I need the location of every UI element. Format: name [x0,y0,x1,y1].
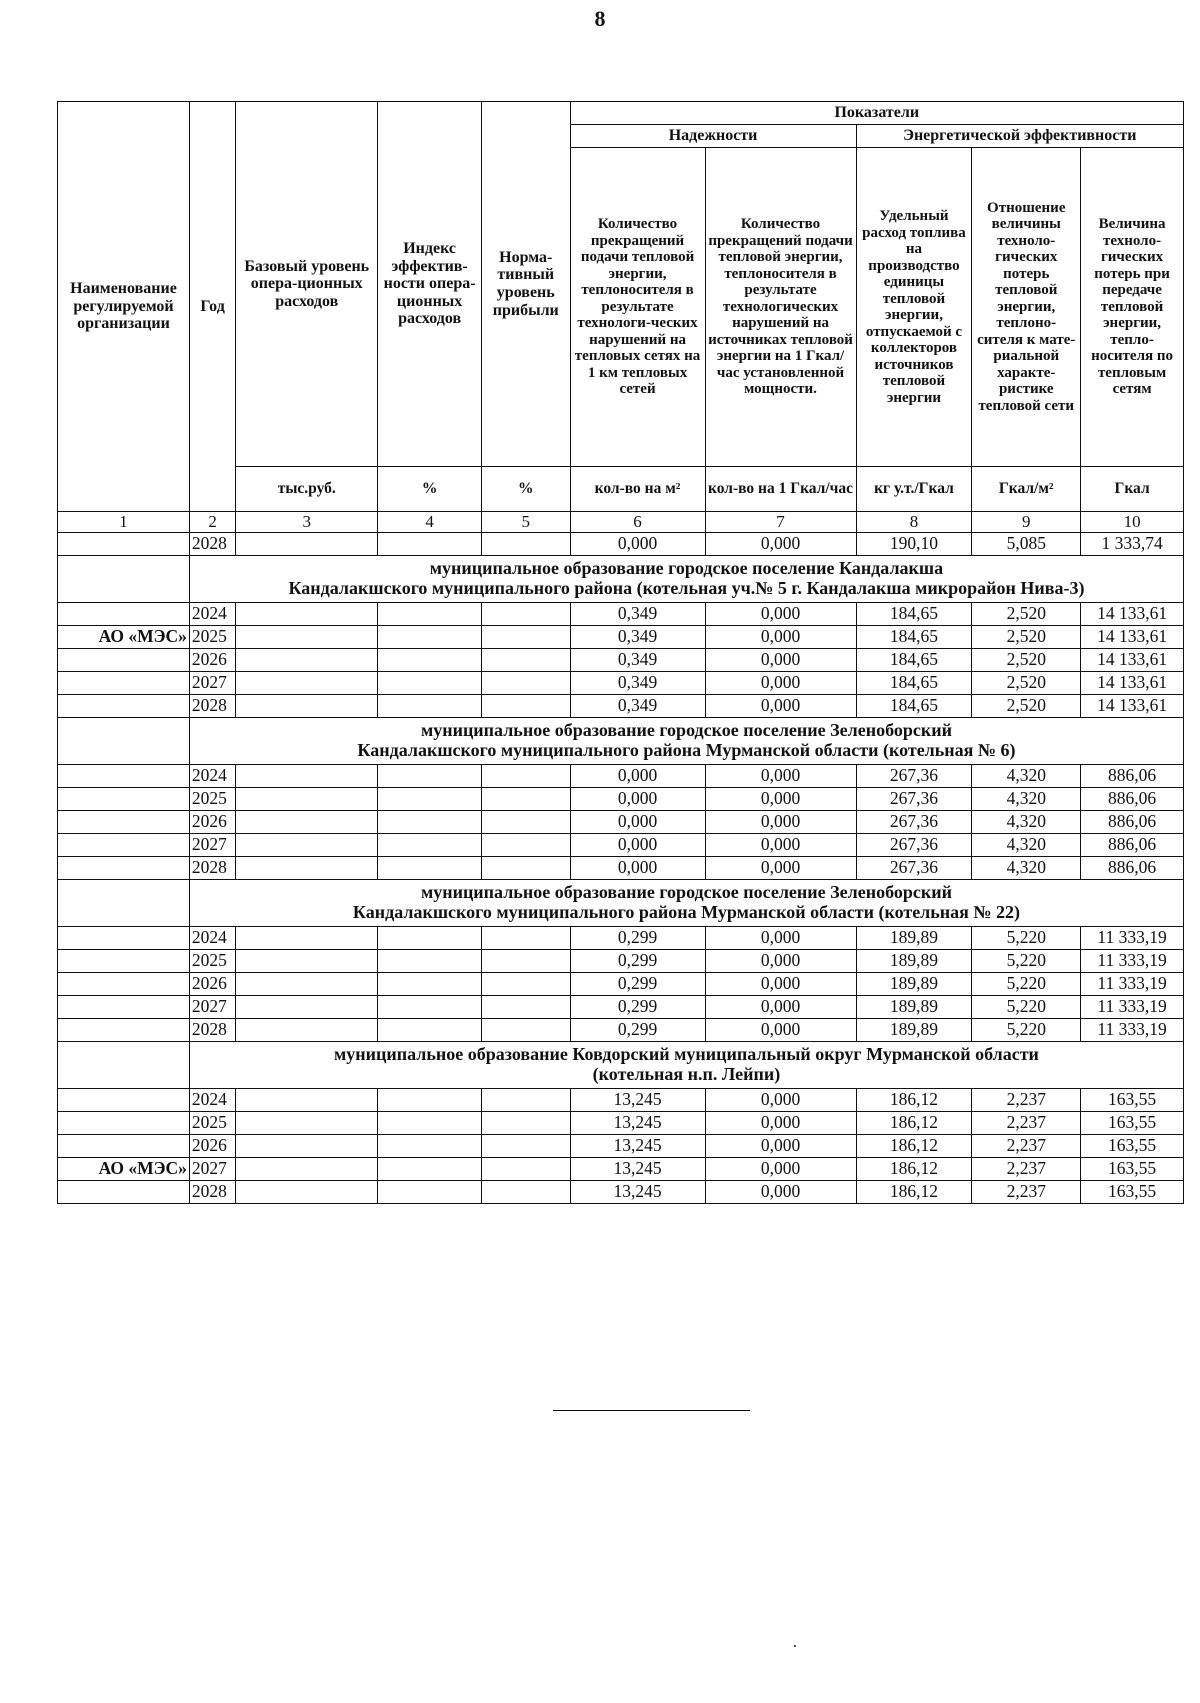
value-cell: 4,320 [972,834,1081,857]
base-level-cell [236,1158,378,1181]
efficiency-index-cell [378,1135,482,1158]
org-cell [58,788,190,811]
header-energy-efficiency: Энергетической эффективности [856,125,1183,148]
efficiency-index-cell [378,695,482,718]
unit-cell: % [378,467,482,512]
value-cell: 0,000 [705,1181,856,1204]
year-cell: 2026 [189,811,235,834]
base-level-cell [236,603,378,626]
value-cell: 0,299 [570,996,705,1019]
value-cell: 0,000 [705,811,856,834]
norm-profit-cell [481,1019,570,1042]
value-cell: 2,237 [972,1158,1081,1181]
org-cell [58,1112,190,1135]
footer-divider [553,1410,750,1411]
value-cell: 2,520 [972,626,1081,649]
value-cell: 5,085 [972,533,1081,556]
section-title [189,1042,1183,1089]
year-cell: 2028 [189,695,235,718]
table-row [58,1089,1184,1112]
section-title-line: Кандалакшского муниципального района Мурманской области (котельная № 22) [352,902,1020,922]
norm-profit-cell [481,834,570,857]
column-number: 9 [972,512,1081,533]
base-level-cell [236,672,378,695]
value-cell: 14 133,61 [1081,626,1184,649]
year-cell: 2024 [189,765,235,788]
efficiency-index-cell [378,765,482,788]
org-cell [58,533,190,556]
value-cell: 886,06 [1081,811,1184,834]
value-cell: 186,12 [856,1158,972,1181]
base-level-cell [236,765,378,788]
base-level-cell [236,695,378,718]
norm-profit-cell [481,603,570,626]
base-level-cell [236,950,378,973]
year-cell: 2028 [189,857,235,880]
value-cell: 267,36 [856,765,972,788]
value-cell: 13,245 [570,1112,705,1135]
value-cell: 11 333,19 [1081,996,1184,1019]
value-cell: 0,000 [705,857,856,880]
efficiency-index-cell [378,533,482,556]
header-norm-profit: Норма-тивный уровень прибыли [481,102,570,467]
value-cell: 13,245 [570,1135,705,1158]
table-row [58,996,1184,1019]
value-cell: 1 333,74 [1081,533,1184,556]
value-cell: 2,237 [972,1112,1081,1135]
unit-cell: Гкал/м² [972,467,1081,512]
unit-cell: Гкал [1081,467,1184,512]
base-level-cell [236,811,378,834]
norm-profit-cell [481,1089,570,1112]
norm-profit-cell [481,765,570,788]
value-cell: 2,520 [972,649,1081,672]
value-cell: 0,000 [705,765,856,788]
efficiency-index-cell [378,834,482,857]
value-cell: 2,520 [972,603,1081,626]
value-cell: 0,000 [570,857,705,880]
section-title-line: Кандалакшского муниципального района (котельная уч.№ 5 г. Кандалакша микрорайон Нива-3) [288,578,1085,598]
table-row [58,1135,1184,1158]
table-body [58,533,1184,1204]
value-cell: 886,06 [1081,834,1184,857]
section-title-line: муниципальное образование городское поселение Кандалакша [429,558,944,579]
header-efficiency-index: Индекс эффектив-ности опера-ционных расходов [378,102,482,467]
norm-profit-cell [481,927,570,950]
norm-profit-cell [481,533,570,556]
org-cell: АО «МЭС» [58,1158,190,1181]
value-cell: 184,65 [856,649,972,672]
value-cell: 2,520 [972,672,1081,695]
year-cell: 2027 [189,834,235,857]
value-cell: 11 333,19 [1081,927,1184,950]
base-level-cell [236,1135,378,1158]
year-cell: 2027 [189,1158,235,1181]
table-row [58,765,1184,788]
base-level-cell [236,1089,378,1112]
base-level-cell [236,788,378,811]
year-cell: 2025 [189,788,235,811]
section-title-row [58,718,1184,765]
org-cell [58,834,190,857]
norm-profit-cell [481,811,570,834]
value-cell: 189,89 [856,973,972,996]
efficiency-index-cell [378,857,482,880]
header-org-name: Наименование регулируемой организации [58,102,190,512]
header-col10: Величина техноло-гических потерь при передаче тепловой энергии, тепло-носителя по тепловым сетям [1081,148,1184,467]
table-row [58,1158,1184,1181]
section-title-line: муниципальное образование городское поселение Зеленоборский [420,720,952,741]
section-title-line: Кандалакшского муниципального района Мурманской области (котельная № 6) [357,740,1016,760]
value-cell: 184,65 [856,672,972,695]
table-row [58,695,1184,718]
table-row [58,834,1184,857]
value-cell: 0,299 [570,973,705,996]
table-row [58,533,1184,556]
norm-profit-cell [481,1112,570,1135]
value-cell: 189,89 [856,950,972,973]
org-cell [58,996,190,1019]
value-cell: 0,000 [705,1089,856,1112]
year-cell: 2024 [189,603,235,626]
table-row [58,603,1184,626]
year-cell: 2025 [189,626,235,649]
value-cell: 886,06 [1081,765,1184,788]
org-cell [58,765,190,788]
norm-profit-cell [481,973,570,996]
efficiency-index-cell [378,1112,482,1135]
org-cell [58,603,190,626]
table-row [58,950,1184,973]
table-row [58,1181,1184,1204]
value-cell: 0,000 [705,950,856,973]
value-cell: 4,320 [972,788,1081,811]
value-cell: 5,220 [972,950,1081,973]
value-cell: 0,000 [705,927,856,950]
value-cell: 186,12 [856,1089,972,1112]
value-cell: 186,12 [856,1135,972,1158]
base-level-cell [236,533,378,556]
year-cell: 2028 [189,533,235,556]
value-cell: 0,000 [705,834,856,857]
value-cell: 267,36 [856,857,972,880]
value-cell: 4,320 [972,765,1081,788]
norm-profit-cell [481,1181,570,1204]
scan-speck [794,1645,796,1647]
year-cell: 2025 [189,1112,235,1135]
org-cell: АО «МЭС» [58,626,190,649]
value-cell: 4,320 [972,857,1081,880]
column-number: 2 [189,512,235,533]
table-row [58,1019,1184,1042]
column-number: 8 [856,512,972,533]
base-level-cell [236,1181,378,1204]
value-cell: 2,237 [972,1089,1081,1112]
column-number: 7 [705,512,856,533]
value-cell: 0,000 [570,811,705,834]
norm-profit-cell [481,996,570,1019]
header-reliability: Надежности [570,125,856,148]
value-cell: 189,89 [856,996,972,1019]
table-row [58,672,1184,695]
value-cell: 886,06 [1081,788,1184,811]
section-title-line: (котельная н.п. Лейпи) [592,1064,781,1084]
value-cell: 184,65 [856,695,972,718]
value-cell: 2,237 [972,1181,1081,1204]
org-cell [58,1042,190,1089]
value-cell: 0,000 [705,1019,856,1042]
column-number: 3 [236,512,378,533]
unit-cell: кол-во на 1 Гкал/час [705,467,856,512]
norm-profit-cell [481,1135,570,1158]
value-cell: 190,10 [856,533,972,556]
efficiency-index-cell [378,996,482,1019]
norm-profit-cell [481,626,570,649]
value-cell: 0,349 [570,672,705,695]
value-cell: 163,55 [1081,1089,1184,1112]
value-cell: 186,12 [856,1112,972,1135]
value-cell: 267,36 [856,811,972,834]
table-header [58,102,1184,533]
value-cell: 184,65 [856,626,972,649]
value-cell: 2,520 [972,695,1081,718]
table-row [58,1112,1184,1135]
org-cell [58,973,190,996]
norm-profit-cell [481,672,570,695]
header-year: Год [189,102,235,512]
base-level-cell [236,927,378,950]
value-cell: 4,320 [972,811,1081,834]
year-cell: 2027 [189,672,235,695]
value-cell: 5,220 [972,996,1081,1019]
header-indicators: Показатели [570,102,1183,125]
value-cell: 0,000 [705,649,856,672]
value-cell: 5,220 [972,1019,1081,1042]
value-cell: 0,349 [570,649,705,672]
section-title-line: муниципальное образование Ковдорский муниципальный округ Мурманской области [333,1044,1039,1065]
section-title-row [58,556,1184,603]
value-cell: 0,000 [705,626,856,649]
unit-cell: кол-во на м² [570,467,705,512]
base-level-cell [236,973,378,996]
efficiency-index-cell [378,1089,482,1112]
year-cell: 2026 [189,649,235,672]
value-cell: 886,06 [1081,857,1184,880]
value-cell: 0,000 [705,533,856,556]
value-cell: 0,000 [705,996,856,1019]
org-cell [58,950,190,973]
norm-profit-cell [481,788,570,811]
org-cell [58,695,190,718]
efficiency-index-cell [378,950,482,973]
table-row [58,811,1184,834]
table-row [58,788,1184,811]
value-cell: 14 133,61 [1081,603,1184,626]
base-level-cell [236,1112,378,1135]
column-number: 5 [481,512,570,533]
section-title [189,718,1183,765]
column-number: 10 [1081,512,1184,533]
value-cell: 0,349 [570,695,705,718]
value-cell: 0,000 [705,695,856,718]
org-cell [58,556,190,603]
value-cell: 0,299 [570,950,705,973]
value-cell: 163,55 [1081,1112,1184,1135]
value-cell: 11 333,19 [1081,973,1184,996]
value-cell: 0,349 [570,603,705,626]
value-cell: 189,89 [856,927,972,950]
org-cell [58,649,190,672]
table-row [58,927,1184,950]
value-cell: 5,220 [972,973,1081,996]
value-cell: 184,65 [856,603,972,626]
org-cell [58,718,190,765]
value-cell: 11 333,19 [1081,1019,1184,1042]
efficiency-index-cell [378,1158,482,1181]
year-cell: 2025 [189,950,235,973]
value-cell: 0,000 [705,603,856,626]
org-cell [58,672,190,695]
value-cell: 0,000 [705,1112,856,1135]
header-col9: Отношение величины техноло-гических потерь тепловой энергии, теплоно-сителя к мате-риальной характе-ристике тепловой сети [972,148,1081,467]
value-cell: 0,299 [570,1019,705,1042]
value-cell: 0,000 [570,765,705,788]
org-cell [58,1019,190,1042]
value-cell: 14 133,61 [1081,672,1184,695]
value-cell: 14 133,61 [1081,649,1184,672]
org-cell [58,811,190,834]
header-col7: Количество прекращений подачи тепловой энергии, теплоносителя в результате технологических нарушений на источниках тепловой энергии на 1 Гкал/час установленной мощности. [705,148,856,467]
efficiency-index-cell [378,672,482,695]
header-col8: Удельный расход топлива на производство единицы тепловой энергии, отпускаемой с коллекторов источников тепловой энергии [856,148,972,467]
org-cell [58,1181,190,1204]
value-cell: 14 133,61 [1081,695,1184,718]
value-cell: 267,36 [856,834,972,857]
value-cell: 11 333,19 [1081,950,1184,973]
value-cell: 186,12 [856,1181,972,1204]
base-level-cell [236,834,378,857]
year-cell: 2024 [189,927,235,950]
base-level-cell [236,857,378,880]
section-title [189,556,1183,603]
year-cell: 2026 [189,973,235,996]
efficiency-index-cell [378,603,482,626]
value-cell: 13,245 [570,1181,705,1204]
base-level-cell [236,996,378,1019]
value-cell: 13,245 [570,1158,705,1181]
unit-cell: тыс.руб. [236,467,378,512]
section-title-line: муниципальное образование городское поселение Зеленоборский [420,882,952,903]
unit-cell: кг у.т./Гкал [856,467,972,512]
base-level-cell [236,649,378,672]
value-cell: 0,349 [570,626,705,649]
value-cell: 0,000 [570,788,705,811]
base-level-cell [236,1019,378,1042]
org-cell [58,1089,190,1112]
indicators-table [57,101,1184,1204]
norm-profit-cell [481,649,570,672]
page-number: 8 [594,6,606,31]
org-cell [58,857,190,880]
section-title-row [58,1042,1184,1089]
value-cell: 0,000 [570,533,705,556]
year-cell: 2027 [189,996,235,1019]
efficiency-index-cell [378,927,482,950]
unit-cell: % [481,467,570,512]
column-number: 1 [58,512,190,533]
efficiency-index-cell [378,1181,482,1204]
header-base-level: Базовый уровень опера-ционных расходов [236,102,378,467]
efficiency-index-cell [378,1019,482,1042]
column-number-row [58,512,1184,533]
value-cell: 0,000 [705,1135,856,1158]
section-title [189,880,1183,927]
table-row [58,857,1184,880]
value-cell: 0,000 [705,788,856,811]
org-cell [58,1135,190,1158]
value-cell: 163,55 [1081,1158,1184,1181]
org-cell [58,927,190,950]
value-cell: 5,220 [972,927,1081,950]
table-row [58,626,1184,649]
efficiency-index-cell [378,973,482,996]
org-cell [58,880,190,927]
efficiency-index-cell [378,649,482,672]
table-row [58,649,1184,672]
value-cell: 13,245 [570,1089,705,1112]
base-level-cell [236,626,378,649]
value-cell: 0,000 [570,834,705,857]
column-number: 6 [570,512,705,533]
value-cell: 163,55 [1081,1135,1184,1158]
efficiency-index-cell [378,788,482,811]
column-number: 4 [378,512,482,533]
year-cell: 2028 [189,1019,235,1042]
value-cell: 0,000 [705,1158,856,1181]
value-cell: 2,237 [972,1135,1081,1158]
norm-profit-cell [481,857,570,880]
value-cell: 189,89 [856,1019,972,1042]
year-cell: 2028 [189,1181,235,1204]
norm-profit-cell [481,1158,570,1181]
value-cell: 163,55 [1081,1181,1184,1204]
section-title-row [58,880,1184,927]
norm-profit-cell [481,695,570,718]
value-cell: 267,36 [856,788,972,811]
year-cell: 2026 [189,1135,235,1158]
value-cell: 0,000 [705,672,856,695]
header-col6: Количество прекращений подачи тепловой энергии, теплоносителя в результате технологи-ческих нарушений на тепловых сетях на 1 км тепловых сетей [570,148,705,467]
value-cell: 0,299 [570,927,705,950]
norm-profit-cell [481,950,570,973]
efficiency-index-cell [378,626,482,649]
value-cell: 0,000 [705,973,856,996]
table-row [58,973,1184,996]
year-cell: 2024 [189,1089,235,1112]
efficiency-index-cell [378,811,482,834]
